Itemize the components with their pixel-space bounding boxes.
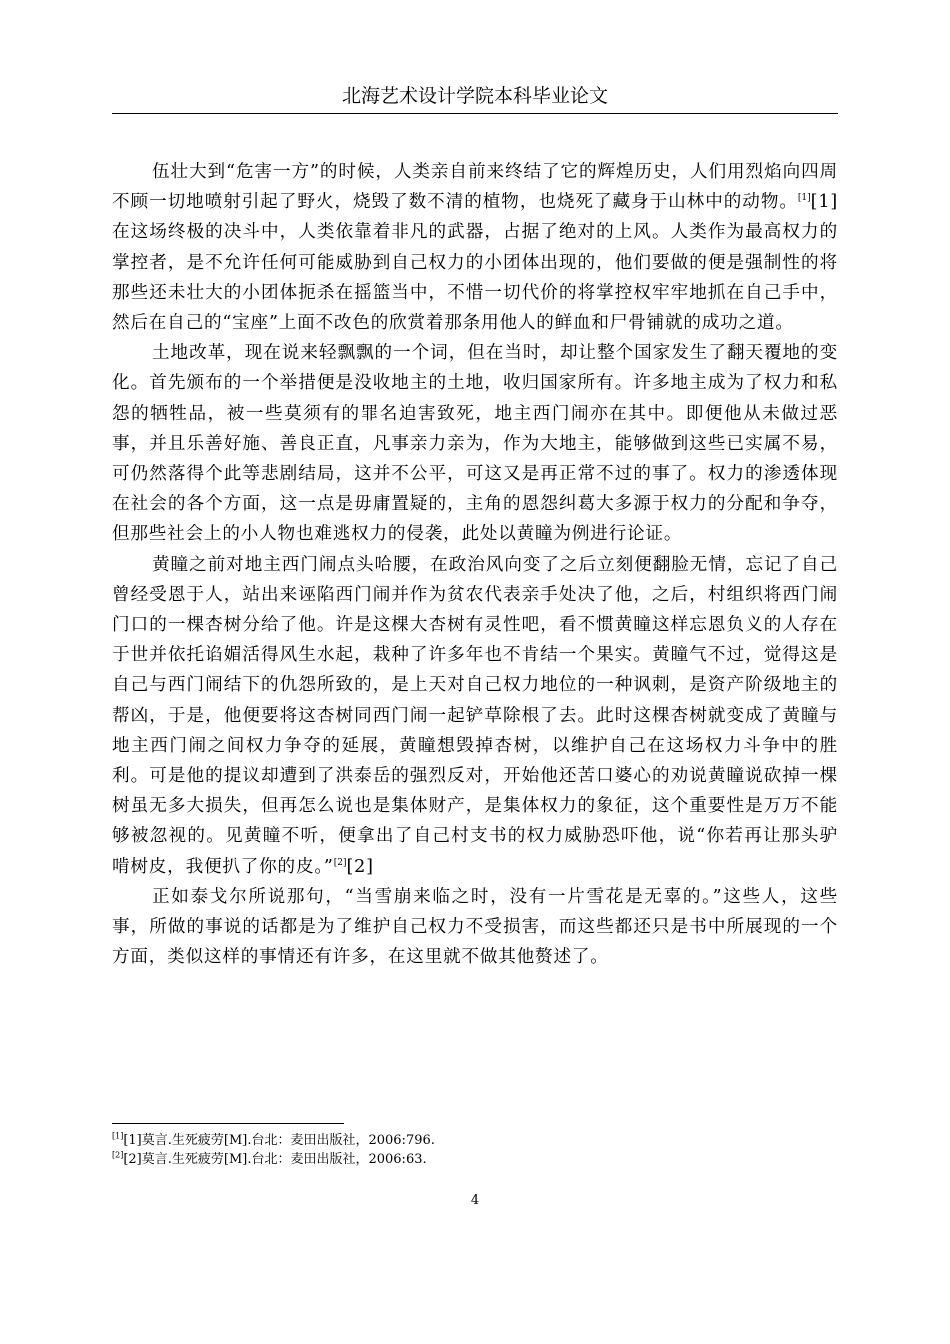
paragraph (112, 550, 838, 882)
footnote-divider (112, 1123, 344, 1124)
footnote-mark: [2] (112, 1150, 124, 1160)
footnote-reference[interactable]: [2] (333, 857, 347, 868)
page-number: 4 (470, 1193, 480, 1208)
footnotes (112, 1131, 838, 1169)
footnote-mark: [1] (112, 1131, 124, 1141)
paragraph-text: 土地改革，现在说来轻飘飘的一个词，但在当时，却让整个国家发生了翻天覆地的变化。首先颁布的一个举措便是没收地主的土地，收归国家所有。许多地主成为了权力和私怨的牺牲品，被一些莫须有的罪名迫害致死，地主西门闹亦在其中。即便他从未做过恶事，并且乐善好施、善良正直，凡事亲力亲为，作为大地主，能够做到这些已实属不易，可仍然落得个此等悲剧结局，这并不公平，可这又是再正常不过的事了。权力的渗透体现在社会的各个方面，这一点是毋庸置疑的，主角的恩怨纠葛大多源于权力的分配和争夺，但那些社会上的小人物也难逃权力的侵袭，此处以黄瞳为例进行论证。 (112, 343, 838, 545)
paragraph-text: 黄瞳之前对地主西门闹点头哈腰，在政治风向变了之后立刻便翻脸无情，忘记了自己曾经受恩于人，站出来诬陷西门闹并作为贫农代表亲手处决了他，之后，村组织将西门闹门口的一棵杏树分给了他。许是这棵大杏树有灵性吧，看不惯黄瞳这样忘恩负义的人存在于世并依托谄媚活得风生水起，栽种了许多年也不肯结一个果实。黄瞳气不过，觉得这是自己与西门闹结下的仇怨所致的，是上天对自己权力地位的一种讽刺，是资产阶级地主的帮凶，于是，他便要将这杏树同西门闹一起铲草除根了去。此时这棵杏树就变成了黄瞳与地主西门闹之间权力争夺的延展，黄瞳想毁掉杏树，以维护自己在这场权力斗争中的胜利。可是他的提议却遭到了洪泰岳的强烈反对，开始他还苦口婆心的劝说黄瞳说砍掉一棵树虽无多大损失，但再怎么说也是集体财产，是集体权力的象征，这个重要性是万万不能够被忽视的。见黄瞳不听，便拿出了自己村支书的权力威胁恐吓他，说“你若再让那头驴啃树皮，我便扒了你的皮。” (112, 554, 838, 877)
footnote-text: [1]莫言.生死疲劳[M].台北：麦田出版社，2006:796. (123, 1133, 435, 1148)
footnote-text: [2]莫言.生死疲劳[M].台北：麦田出版社，2006:63. (123, 1152, 427, 1167)
paragraph-text: 正如泰戈尔所说那句，“当雪崩来临之时，没有一片雪花是无辜的。”这些人，这些事，所做的事说的话都是为了维护自己权力不受损害，而这些都还只是书中所展现的一个方面，类似这样的事情还有许多，在这里就不做其他赘述了。 (112, 886, 838, 968)
paragraph (112, 338, 838, 549)
body-text (112, 157, 838, 972)
header-divider (112, 113, 838, 114)
paragraph (112, 882, 838, 973)
paragraph-text: [2] (346, 856, 374, 877)
paragraph-text: [1]在这场终极的决斗中，人类依靠着非凡的武器，占据了绝对的上风。人类作为最高权力的掌控者，是不允许任何可能威胁到自己权力的小团体出现的，他们要做的便是强制性的将那些还未壮大的小团体扼杀在摇篮当中，不惜一切代价的将掌控权牢牢地抓在自己手中，然后在自己的“宝座”上面不改色的欣赏着那条用他人的鲜血和尸骨铺就的成功之道。 (112, 192, 838, 334)
page-header: 北海艺术设计学院本科毕业论文 (341, 85, 608, 107)
footnote (112, 1131, 838, 1150)
paragraph-text: 伍壮大到“危害一方”的时候，人类亲自前来终结了它的辉煌历史，人们用烈焰向四周不顾一切地喷射引起了野火，烧毁了数不清的植物，也烧死了藏身于山林中的动物。 (112, 162, 838, 213)
footnote (112, 1150, 838, 1169)
footnote-reference[interactable]: [1] (797, 193, 811, 204)
paragraph (112, 157, 838, 338)
